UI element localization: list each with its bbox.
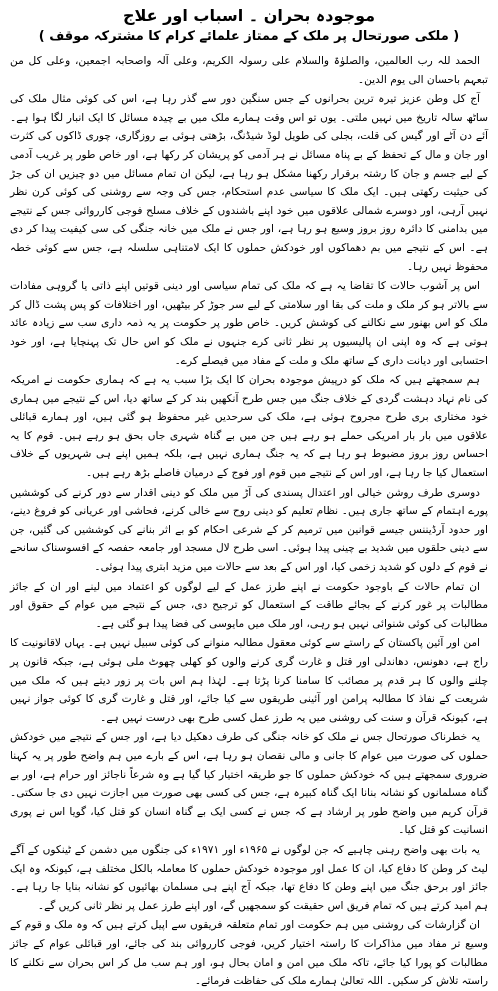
paragraph: اس پر آشوب حالات کا تقاضا یہ ہے کہ ملک کی تمام سیاسی اور دینی قوتیں اپنے ذاتی یا گروہی مفادات سے بالاتر ہو کر ملک و ملت کی بقا اور سلامتی کے لیے سر جوڑ کر بیٹھیں، اور اختلافات کو پس پشت ڈال کر ملک کو اس بھنور سے نکالنے کی کوشش کریں۔ خاص طور پر حکومت پر یہ ذمہ داری سب سے زیادہ عائد ہوتی ہے کہ وہ اپنی ان پالیسیوں پر نظر ثانی کرے جنہوں نے ملک کو اس حال تک پہنچایا ہے، اور خود احتسابی اور دیانت داری کے ساتھ ملک و ملت کے مفاد میں فیصلے کرے۔ [10,280,488,367]
paragraph: دوسری طرف روشن خیالی اور اعتدال پسندی کی آڑ میں ملک کو دینی اقدار سے دور کرنے کی کوششیں پورے اہتمام کے ساتھ جاری ہیں۔ نظام تعلیم کو دینی روح سے خالی کرنے، فحاشی اور عریانی کو فروغ دینے، اور حدود آرڈیننس جیسے قوانین میں ترمیم کر کے شرعی احکام کو بے اثر بنانے کی کوششیں کی گئیں، جن سے دینی حلقوں میں شدید بے چینی پیدا ہوئی۔ اسی طرح لال مسجد اور جامعہ حفصہ کے افسوسناک سانحے نے قوم کے دلوں کو شدید زخمی کیا، اور اس کے بعد سے حالات میں مزید ابتری پیدا ہوئی۔ [10,486,488,574]
paragraph: الحمد للہ رب العالمین، والصلوٰۃ والسلام علی رسولہ الکریم، وعلی آلہ واصحابہ اجمعین، وعلی کل من تبعہم باحسان الی یوم الدین۔ [10,55,488,86]
paragraph: یہ بات بھی واضح رہنی چاہیے کہ جن لوگوں نے ۱۹۶۵ء اور ۱۹۷۱ء کی جنگوں میں دشمن کے ٹینکوں کے آگے لیٹ کر وطن کا دفاع کیا، ان کا عمل اور موجودہ خودکش حملوں کا معاملہ بالکل مختلف ہے، کیونکہ وہ ایک جائز اور برحق جنگ میں اپنے وطن کا دفاع تھا، جبکہ آج اپنے ہی مسلمان بھائیوں کو نشانہ بنایا جا رہا ہے۔ ہم امید کرتے ہیں کہ تمام فریق اس حقیقت کو سمجھیں گے، اور اپنے طرز عمل پر نظر ثانی کریں گے۔ [10,843,488,912]
paragraph: آج کل وطن عزیز تیرہ ترین بحرانوں کے جس سنگین دور سے گذر رہا ہے، اس کی کوئی مثال ملک کی ساٹھ سالہ تاریخ میں نہیں ملتی۔ یوں تو اس وقت ہمارے ملک میں بے چیدہ مسائل کا ایک انبار لگا ہوا ہے۔ آئے دن آٹے اور گیس کی قلت، بجلی کی طویل لوڈ شیڈنگ، بڑھتی ہوئی بے روزگاری، چوری ڈاکوں کی کثرت اور جان و مال کے تحفظ کے بے پناہ مسائل نے ہر آدمی کو پریشان کر رکھا ہے، اور خاص طور پر غریب آدمی کے لیے جسم و جان کا رشتہ برقرار رکھنا مشکل ہو رہا ہے، لیکن ان تمام مسائل میں دو چیزیں ان کی جڑ کی حیثیت رکھتی ہیں۔ ایک ملک کا سیاسی عدم استحکام، جس کی وجہ سے روشنی کی کوئی کرن نظر نہیں آرہی، اور دوسرے شمالی علاقوں میں خود اپنے باشندوں کے خلاف مسلح فوجی کارروائی جس کے نتیجے میں بدامنی کا دائرہ روز بروز وسیع ہو رہا ہے، اور جس نے ملک میں خانہ جنگی کی سی کیفیت پیدا کر دی ہے۔ اس کے نتیجے میں بم دھماکوں اور خودکش حملوں کا ایک لامتناہی سلسلہ ہے، جس سے کوئی خطہ محفوظ نہیں رہا۔ [10,93,488,273]
article-subtitle: ( ملکی صورتحال پر ملک کے ممتاز علمائے کرام کا مشترکہ موقف ) [38,29,460,44]
paragraph: ہم سمجھتے ہیں کہ ملک کو درپیش موجودہ بحران کا ایک بڑا سبب یہ ہے کہ ہماری حکومت نے امریکہ کی نام نہاد دہشت گردی کے خلاف جنگ میں جس طرح آنکھیں بند کر کے ساتھ دیا، اس کے نتیجے میں ہماری خود مختاری بری طرح مجروح ہوئی ہے، ملک کی سرحدیں غیر محفوظ ہو گئی ہیں، اور ہمارے قبائلی علاقوں میں بار بار امریکی حملے ہو رہے ہیں جن میں بے گناہ شہری جاں بحق ہو رہے ہیں۔ قوم کا یہ احساس روز بروز مضبوط ہو رہا ہے کہ یہ جنگ ہماری نہیں ہے، بلکہ ہمیں اپنے ہی شہریوں کے خلاف استعمال کیا جا رہا ہے، اور اس کے نتیجے میں قوم اور فوج کے درمیان فاصلے بڑھ رہے ہیں۔ [10,374,488,480]
paragraph: امن اور آئین پاکستان کے راستے سے کوئی معقول مطالبہ منوانے کی کوئی سبیل نہیں ہے۔ یہاں لاقانونیت کا راج ہے، دھونس، دھاندلی اور قتل و غارت گری کرنے والوں کو کھلی چھوٹ ملی ہوئی ہے، جبکہ قانون پر چلنے والوں کا ہر قدم پر مصائب کا سامنا کرنا پڑتا ہے۔ لہٰذا ہم اس بات پر زور دیتے ہیں کہ ملک میں شریعت کے نفاذ کا مطالبہ پرامن اور آئینی طریقوں سے کیا جائے، اور قتل و غارت گری کا کوئی جواز نہیں ہے، کیونکہ قرآن و سنت کی روشنی میں یہ طرز عمل کسی طرح بھی درست نہیں ہے۔ [10,637,488,724]
article-body [10,52,488,991]
paragraph: ان تمام حالات کے باوجود حکومت نے اپنے طرز عمل کے لیے لوگوں کو اعتماد میں لینے اور ان کے جائز مطالبات پر غور کرنے کے بجائے طاقت کے استعمال کو ترجیح دی، جس کے نتیجے میں عوام کے حقوق اور مطالبات کی کوئی شنوائی نہیں ہو رہی، اور ملک میں مایوسی کی فضا پیدا ہو گئی ہے۔ [10,580,488,630]
paragraph: ان گزارشات کی روشنی میں ہم حکومت اور تمام متعلقہ فریقوں سے اپیل کرتے ہیں کہ وہ ملک و قوم کے وسیع تر مفاد میں مذاکرات کا راستہ اختیار کریں، فوجی کارروائی بند کی جائے، اور قبائلی عوام کے جائز مطالبات کو پورا کیا جائے، تاکہ ملک میں امن و امان بحال ہو، اور ہم سب مل کر اس بحران سے نکلنے کا راستہ تلاش کر سکیں۔ اللہ تعالیٰ ہمارے ملک کی حفاظت فرمائے۔ [10,919,488,988]
article [10,6,488,988]
article-title: موجودہ بحران ۔ اسباب اور علاج [122,6,376,25]
paragraph: یہ خطرناک صورتحال جس نے ملک کو خانہ جنگی کی طرف دھکیل دیا ہے، اور جس کے نتیجے میں خودکش حملوں کی صورت میں عوام کا جانی و مالی نقصان ہو رہا ہے، اس کے بارے میں ہم واضح طور پر یہ کہنا ضروری سمجھتے ہیں کہ خودکش حملوں کا جو طریقہ اختیار کیا گیا ہے وہ شرعاً ناجائز اور حرام ہے، اور بے گناہ مسلمانوں کو نشانہ بنانا ایک گناہ کبیرہ ہے، جس کی کسی بھی صورت میں اجازت نہیں دی جا سکتی۔ قرآن کریم میں واضح طور پر ارشاد ہے کہ جس نے کسی ایک بے گناہ انسان کو قتل کیا، گویا اس نے پوری انسانیت کو قتل کیا۔ [10,731,488,837]
